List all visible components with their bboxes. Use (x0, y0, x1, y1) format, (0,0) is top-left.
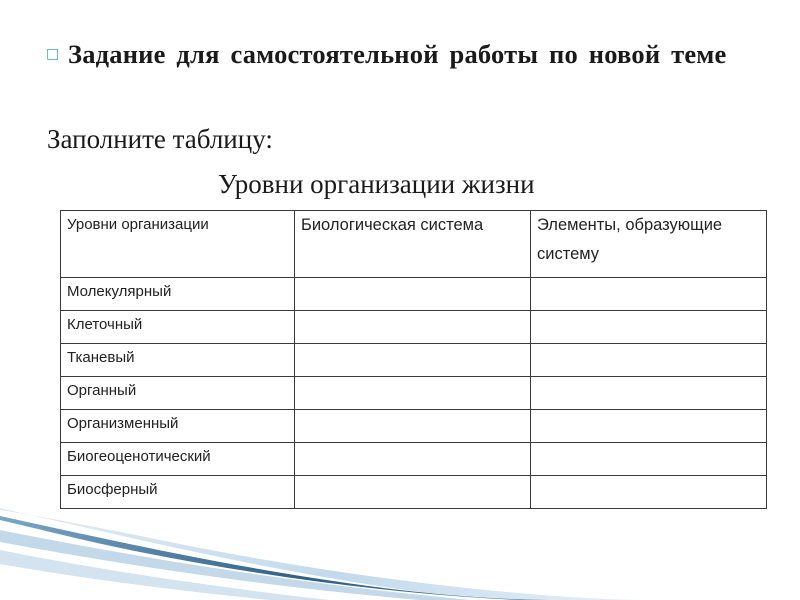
system-cell[interactable] (295, 278, 531, 311)
level-name-cell: Молекулярный (61, 278, 295, 311)
system-cell[interactable] (295, 443, 531, 476)
level-name-cell: Тканевый (61, 344, 295, 377)
elements-cell[interactable] (531, 377, 767, 410)
table-header-row (61, 211, 767, 278)
task-heading: Задание для самостоятельной работы по новой теме (68, 39, 727, 69)
system-cell[interactable] (295, 311, 531, 344)
table-title: Уровни организации жизни (218, 169, 535, 199)
system-cell[interactable] (295, 344, 531, 377)
task-bullet-item (46, 34, 750, 74)
header-elements: Элементы, образующие систему (531, 211, 767, 278)
elements-cell[interactable] (531, 278, 767, 311)
level-name-cell: Органный (61, 377, 295, 410)
table-row (61, 311, 767, 344)
level-name-cell: Организменный (61, 410, 295, 443)
decorative-swoosh (0, 480, 800, 600)
table-row (61, 278, 767, 311)
table-row (61, 344, 767, 377)
table-row (61, 377, 767, 410)
level-name-cell: Биосферный (61, 476, 295, 509)
system-cell[interactable] (295, 410, 531, 443)
table-row (61, 410, 767, 443)
header-system: Биологическая система (295, 211, 531, 278)
levels-table (60, 210, 767, 509)
level-name-cell: Биогеоценотический (61, 443, 295, 476)
elements-cell[interactable] (531, 344, 767, 377)
system-cell[interactable] (295, 377, 531, 410)
elements-cell[interactable] (531, 311, 767, 344)
square-bullet-icon: □ (46, 46, 60, 62)
elements-cell[interactable] (531, 410, 767, 443)
instruction-text: Заполните таблицу: (47, 124, 273, 154)
table-row (61, 443, 767, 476)
level-name-cell: Клеточный (61, 311, 295, 344)
header-levels: Уровни организации (61, 211, 295, 278)
elements-cell[interactable] (531, 443, 767, 476)
